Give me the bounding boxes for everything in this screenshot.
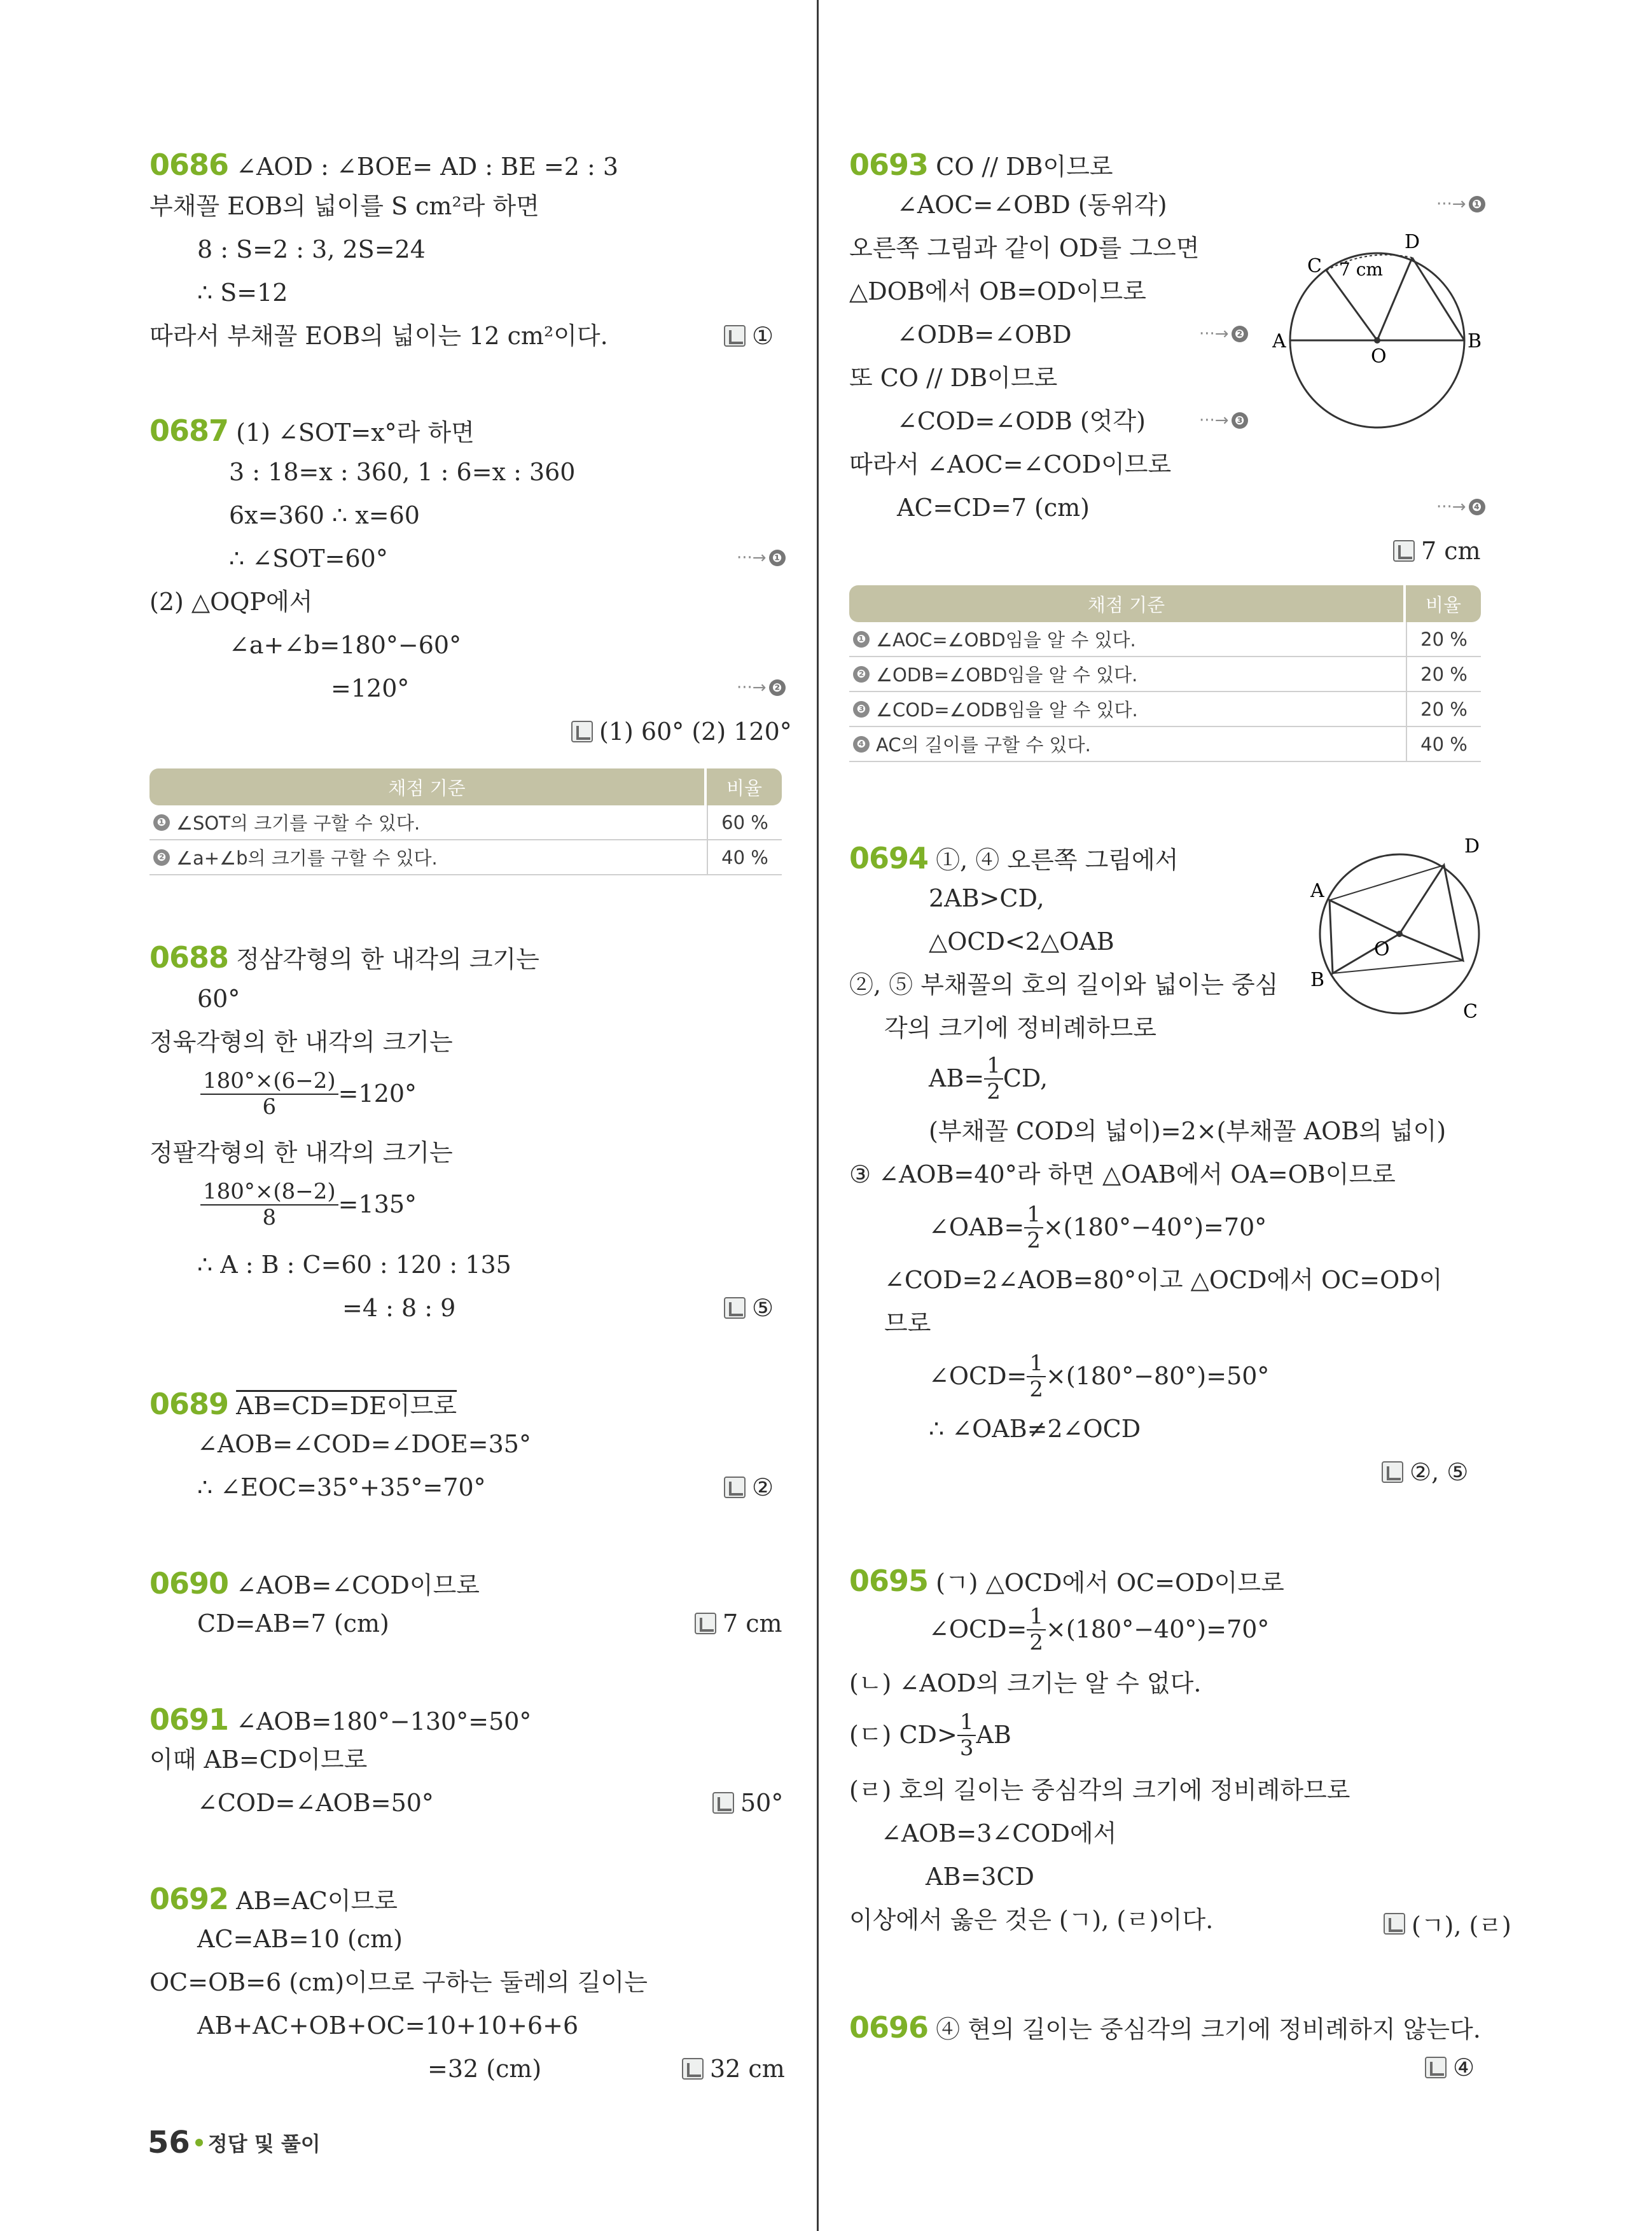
scoring-table-0693 [849,585,1481,762]
problem-text: ∠AOB=3∠COD에서 [881,1819,1117,1847]
problem-0689-line-1: 0689 AB=CD=DE이므로 [149,1387,457,1421]
problem-0691-line-1: 0691 ∠AOB=180°−130°=50° [149,1702,532,1737]
problem-text: ∠COD=∠ODB (엇각) [897,407,1146,435]
answer-icon [571,721,593,742]
circle-figure-0694 [1304,833,1489,1031]
svg-text:7 cm: 7 cm [1339,259,1383,280]
page-number: 56 [148,2125,190,2160]
svg-text:O: O [1374,938,1390,961]
fraction-line: $\frac{180^\circ\times(8-2)}{8}$ =135° [200,1179,417,1230]
criteria-row: ❷ ∠a+∠b의 크기를 구할 수 있다. 40 % [149,840,782,875]
problem-0688-line-1: 0688 정삼각형의 한 내각의 크기는 [149,940,539,975]
answer-icon [724,325,746,347]
problem-0690-line-1: 0690 ∠AOB=∠COD이므로 [149,1566,480,1601]
answer-icon [1384,1913,1405,1935]
problem-text: ∠ODB=∠OBD [897,321,1072,349]
step-marker-1: ···→ ❶ [737,548,786,567]
answer-icon [695,1613,716,1634]
criteria-row: ❸ ∠COD=∠ODB임을 알 수 있다. 20 % [849,692,1481,727]
problem-number: 0693 [849,148,929,182]
problem-0694-line-1: 0694 ①, ④ 오른쪽 그림에서 [849,841,1179,875]
problem-text: ∠a+∠b=180°−60° [229,631,462,659]
problem-text: (부채꼴 COD의 넓이)=2×(부채꼴 AOB의 넓이) [929,1117,1447,1145]
problem-number: 0686 [149,148,229,182]
problem-text: (ㄹ) 호의 길이는 중심각의 크기에 정비례하므로 [849,1776,1350,1804]
svg-text:A: A [1272,330,1286,352]
step-marker-4: ···→ ❹ [1436,497,1485,517]
problem-text: =120° [331,674,410,702]
svg-text:B: B [1310,969,1325,991]
problem-text: ∴ ∠EOC=35°+35°=70° [197,1473,486,1501]
problem-text: ∠COD=∠AOB=50° [197,1789,434,1817]
column-divider [817,0,819,2231]
problem-0695-line-1: 0695 (ㄱ) △OCD에서 OC=OD이므로 [849,1564,1284,1598]
answer-0690: 7 cm [695,1609,782,1637]
answer-icon [682,2058,704,2080]
step-marker-2: ···→ ❷ [1199,324,1248,344]
step-marker-1: ···→ ❶ [1436,195,1485,214]
step-marker-2: ···→ ❷ [737,678,786,697]
problem-text: ∠AOB=∠COD=∠DOE=35° [197,1430,531,1458]
answer-0694: ②, ⑤ [1382,1458,1468,1486]
problem-number: 0689 [149,1387,229,1421]
answer-0696: ④ [1425,2054,1475,2082]
answer-icon [724,1477,746,1498]
svg-text:A: A [1310,880,1324,902]
problem-0693-line-1: 0693 CO // DB이므로 [849,148,1113,182]
answer-0693: 7 cm [1393,537,1481,565]
problem-text: ∠COD=2∠AOB=80°이고 △OCD에서 OC=OD이 [884,1266,1443,1294]
ratio-header: 비율 [1406,585,1481,622]
fraction-line: AB= $\frac{1}{2}$ CD, [929,1053,1048,1105]
problem-text: AB+AC+OB+OC=10+10+6+6 [197,2012,579,2040]
problem-text: 이상에서 옳은 것은 (ㄱ), (ㄹ)이다. [849,1906,1214,1934]
problem-text: 므로 [884,1309,931,1337]
fraction-line: ∠OCD= $\frac{1}{2}$ ×(180°−80°)=50° [929,1351,1270,1403]
problem-text: 따라서 ∠AOC=∠COD이므로 [849,450,1172,478]
criteria-row: ❶ ∠AOC=∠OBD임을 알 수 있다. 20 % [849,622,1481,657]
svg-text:B: B [1468,330,1482,352]
svg-text:O: O [1371,345,1387,368]
problem-text: ②, ⑤ 부채꼴의 호의 길이와 넓이는 중심 [849,971,1279,999]
answer-0686: ① [724,322,774,350]
problem-text: 정팔각형의 한 내각의 크기는 [149,1139,453,1167]
problem-text: OC=OB=6 (cm)이므로 구하는 둘레의 길이는 [149,1968,648,1996]
answer-0689: ② [724,1473,774,1501]
answer-icon [724,1297,746,1319]
step-marker-3: ···→ ❸ [1199,411,1248,430]
answer-icon [1382,1461,1403,1483]
problem-text: 60° [197,985,240,1013]
problem-number: 0690 [149,1566,229,1601]
problem-text: 오른쪽 그림과 같이 OD를 그으면 [849,234,1200,262]
answer-icon [712,1792,734,1814]
problem-0696-line-1: 0696 ④ 현의 길이는 중심각의 크기에 정비례하지 않는다. [849,2010,1481,2045]
answer-icon [1393,540,1415,562]
answer-0687: (1) 60° (2) 120° [571,718,792,746]
problem-number: 0696 [849,2010,929,2045]
problem-text: 3 : 18=x : 360, 1 : 6=x : 360 [229,458,576,486]
svg-text:D: D [1405,231,1420,253]
problem-text: 각의 크기에 정비례하므로 [884,1014,1156,1042]
svg-text:D: D [1464,835,1480,858]
problem-0686-line-1: 0686 ∠AOD : ∠BOE= AD : BE =2 : 3 [149,148,619,182]
svg-text:C: C [1307,255,1322,277]
problem-text: AB=3CD [926,1863,1034,1891]
problem-number: 0691 [149,1702,229,1737]
criteria-row: ❶ ∠SOT의 크기를 구할 수 있다. 60 % [149,805,782,840]
problem-text: CD=AB=7 (cm) [197,1609,389,1637]
answer-0692: 32 cm [682,2055,785,2083]
fraction-line: ∠OAB= $\frac{1}{2}$ ×(180°−40°)=70° [929,1202,1267,1254]
problem-text: AC=AB=10 (cm) [197,1925,403,1953]
problem-text: (2) △OQP에서 [149,588,313,616]
problem-text: 8 : S=2 : 3, 2S=24 [197,235,426,263]
problem-text: 이때 AB=CD이므로 [149,1746,368,1774]
problem-text: 2AB>CD, [929,884,1045,912]
problem-text: ∠AOC=∠OBD (동위각) [897,191,1167,219]
problem-text: (ㄴ) ∠AOD의 크기는 알 수 없다. [849,1669,1202,1697]
problem-text: ③ ∠AOB=40°라 하면 △OAB에서 OA=OB이므로 [849,1160,1396,1188]
problem-text: =32 (cm) [427,2055,542,2083]
answer-0688: ⑤ [724,1294,774,1322]
fraction-line: $\frac{180^\circ\times(6-2)}{6}$ =120° [200,1069,417,1120]
problem-text: ∴ ∠SOT=60° [229,545,388,573]
svg-text:C: C [1463,1001,1478,1023]
criteria-header: 채점 기준 [149,768,704,805]
problem-number: 0695 [849,1564,929,1598]
problem-0692-line-1: 0692 AB=AC이므로 [149,1882,398,1916]
fraction-line: ∠OCD= $\frac{1}{2}$ ×(180°−40°)=70° [929,1604,1270,1656]
page-section-title: 정답 및 풀이 [207,2132,321,2156]
scoring-table-0687 [149,768,782,875]
answer-0695: (ㄱ), (ㄹ) [1384,1906,1511,1941]
problem-text: =4 : 8 : 9 [342,1294,456,1322]
criteria-row: ❷ ∠ODB=∠OBD임을 알 수 있다. 20 % [849,657,1481,692]
problem-text: ∴ S=12 [197,279,288,307]
problem-text: 따라서 부채꼴 EOB의 넓이는 12 cm²이다. [149,322,608,350]
problem-text: △OCD<2△OAB [929,928,1114,956]
problem-number: 0688 [149,940,229,975]
answer-0691: 50° [712,1789,783,1817]
problem-number: 0692 [149,1882,229,1916]
criteria-row: ❹ AC의 길이를 구할 수 있다. 40 % [849,727,1481,762]
answer-icon [1425,2057,1447,2078]
page-footer [148,2125,321,2160]
problem-text: 정육각형의 한 내각의 크기는 [149,1028,453,1056]
problem-text: ∴ ∠OAB≠2∠OCD [929,1415,1141,1443]
footer-dot-icon [195,2139,203,2146]
criteria-header: 채점 기준 [849,585,1403,622]
circle-figure-0693 [1272,229,1482,433]
problem-text: 6x=360 ∴ x=60 [229,501,420,529]
problem-number: 0687 [149,414,229,448]
problem-text: 또 CO // DB이므로 [849,364,1058,392]
problem-text: ∴ A : B : C=60 : 120 : 135 [197,1251,511,1279]
problem-0687-line-1: 0687 (1) ∠SOT=x°라 하면 [149,414,475,448]
fraction-line: (ㄷ) CD> $\frac{1}{3}$ AB [849,1709,1011,1762]
problem-text: AC=CD=7 (cm) [897,494,1090,522]
problem-number: 0694 [849,841,929,875]
problem-text: △DOB에서 OB=OD이므로 [849,277,1146,305]
problem-text: 부채꼴 EOB의 넓이를 S cm²라 하면 [149,192,539,220]
ratio-header: 비율 [707,768,782,805]
